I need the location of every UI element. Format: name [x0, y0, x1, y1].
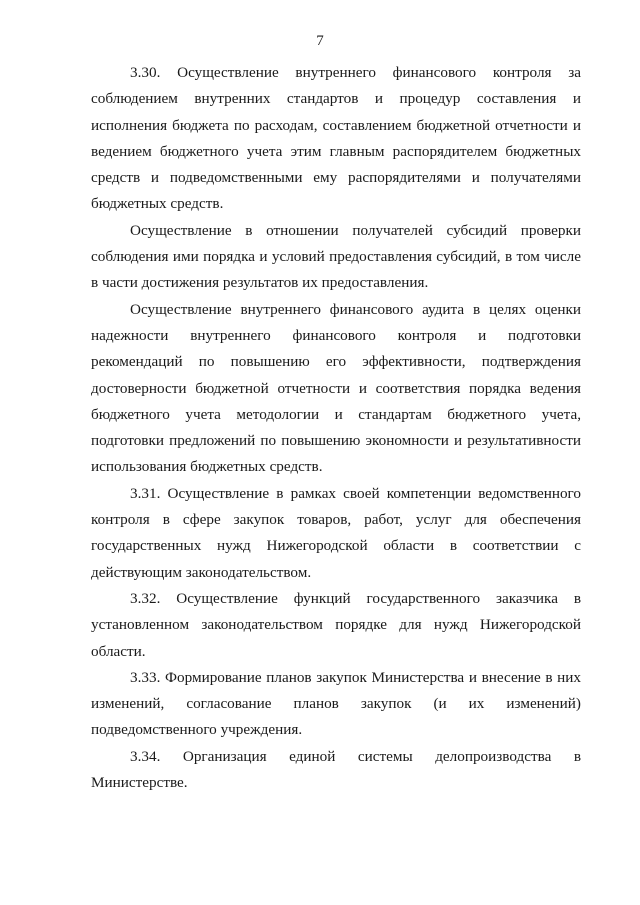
paragraph-subsidy-audit: Осуществление в отношении получателей субсидий проверки соблюдения ими порядка и условий предоставления субсидий, в том числе в части достижения результатов их предоставления.: [91, 221, 581, 292]
document-body: [91, 60, 581, 796]
paragraph-3-30: 3.30. Осуществление внутреннего финансового контроля за соблюдением внутренних стандартов и процедур составления и исполнения бюджета по расходам, составлением бюджетной отчетности и ведением бюджетного учета этим главным распорядителем бюджетных средств и подведомственными ему распорядителями и получателями бюджетных средств.: [91, 64, 581, 213]
paragraph-3-34: 3.34. Организация единой системы делопроизводства в Министерстве.: [91, 747, 581, 792]
paragraph-3-31: 3.31. Осуществление в рамках своей компетенции ведомственного контроля в сфере закупок товаров, работ, услуг для обеспечения государственных нужд Нижегородской области в соответствии с действующим законодательством.: [91, 484, 581, 581]
paragraph-3-32: 3.32. Осуществление функций государственного заказчика в установленном законодательством порядке для нужд Нижегородской области.: [91, 589, 581, 660]
paragraph-internal-audit: Осуществление внутреннего финансового аудита в целях оценки надежности внутреннего финансового контроля и подготовки рекомендаций по повышению его эффективности, подтверждения достоверности бюджетной отчетности и соответствия порядка ведения бюджетного учета методологии и стандартам бюджетного учета, подготовки предложений по повышению экономности и результативности использования бюджетных средств.: [91, 300, 581, 476]
page-number: 7: [316, 33, 324, 49]
paragraph-3-33: 3.33. Формирование планов закупок Министерства и внесение в них изменений, согласование планов закупок (и их изменений) подведомственного учреждения.: [91, 668, 581, 739]
